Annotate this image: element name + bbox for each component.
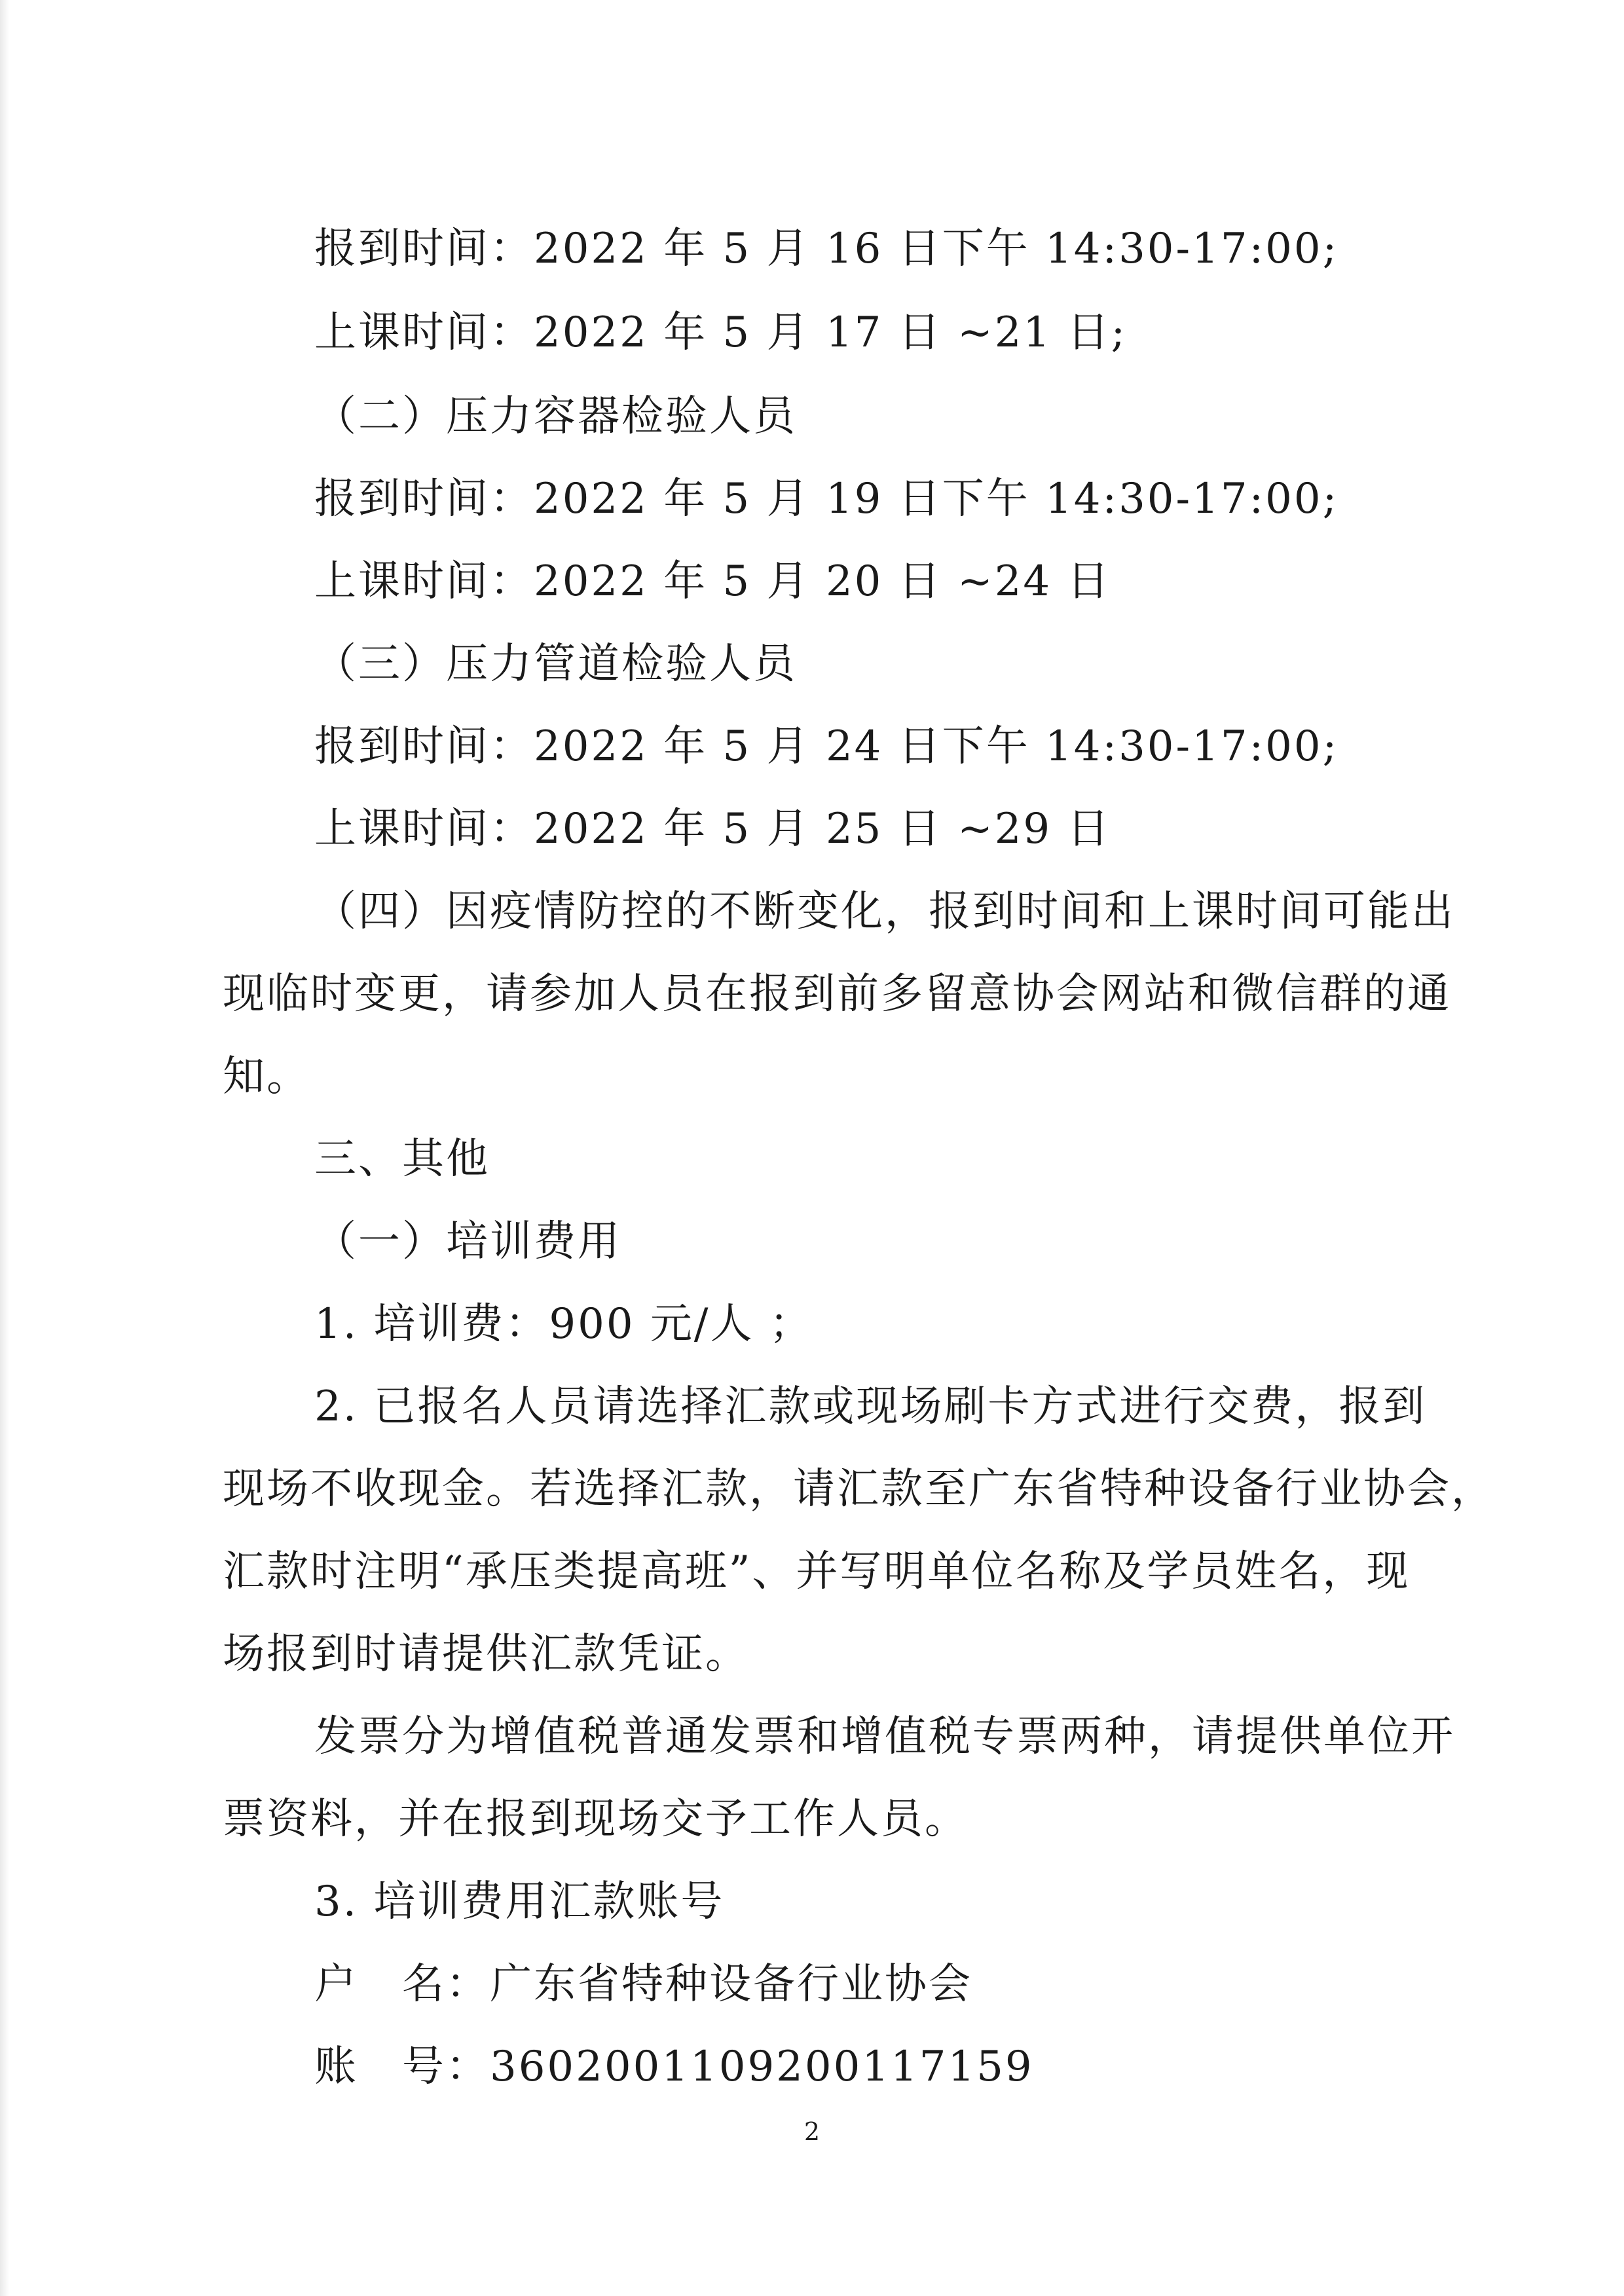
- class-time-line-2: 上课时间：2022 年 5 月 20 日 ~24 日: [314, 557, 1111, 606]
- report-time-line-1: 报到时间：2022 年 5 月 16 日下午 14:30-17:00;: [314, 225, 1339, 273]
- account-name: 户 名：广东省特种设备行业协会: [314, 1960, 972, 2009]
- section-heading-training-fee: （一）培训费用: [314, 1217, 621, 1266]
- payment-method-line-2: 现场不收现金。若选择汇款，请汇款至广东省特种设备行业协会，: [223, 1465, 1495, 1513]
- section-heading-pressure-pipe: （三）压力管道检验人员: [314, 640, 797, 688]
- epidemic-notice-line-1: （四）因疫情防控的不断变化，报到时间和上课时间可能出: [314, 887, 1455, 936]
- section-heading-other: 三、其他: [314, 1135, 490, 1183]
- report-time-line-3: 报到时间：2022 年 5 月 24 日下午 14:30-17:00;: [314, 722, 1339, 771]
- payment-method-line-4: 场报到时请提供汇款凭证。: [223, 1630, 749, 1678]
- class-time-line-1: 上课时间：2022 年 5 月 17 日 ~21 日;: [314, 308, 1128, 357]
- page-number: 2: [803, 2117, 821, 2146]
- class-time-line-3: 上课时间：2022 年 5 月 25 日 ~29 日: [314, 805, 1111, 853]
- payment-method-line-3: 汇款时注明“承压类提高班”、并写明单位名称及学员姓名，现: [223, 1547, 1411, 1596]
- scan-edge: [0, 0, 9, 2296]
- invoice-line-2: 票资料，并在报到现场交予工作人员。: [223, 1795, 969, 1843]
- invoice-line-1: 发票分为增值税普通发票和增值税专票两种，请提供单位开: [314, 1713, 1455, 1761]
- report-time-line-2: 报到时间：2022 年 5 月 19 日下午 14:30-17:00;: [314, 475, 1339, 523]
- training-fee-amount: 1. 培训费：900 元/人 ；: [314, 1300, 813, 1348]
- section-heading-pressure-vessel: （二）压力容器检验人员: [314, 392, 797, 441]
- payment-method-line-1: 2. 已报名人员请选择汇款或现场刷卡方式进行交费，报到: [314, 1382, 1427, 1431]
- account-number: 账 号：3602001109200117159: [314, 2043, 1034, 2091]
- epidemic-notice-line-2: 现临时变更，请参加人员在报到前多留意协会网站和微信群的通: [223, 970, 1451, 1018]
- bank-account-heading: 3. 培训费用汇款账号: [314, 1878, 725, 1926]
- epidemic-notice-line-3: 知。: [223, 1052, 310, 1101]
